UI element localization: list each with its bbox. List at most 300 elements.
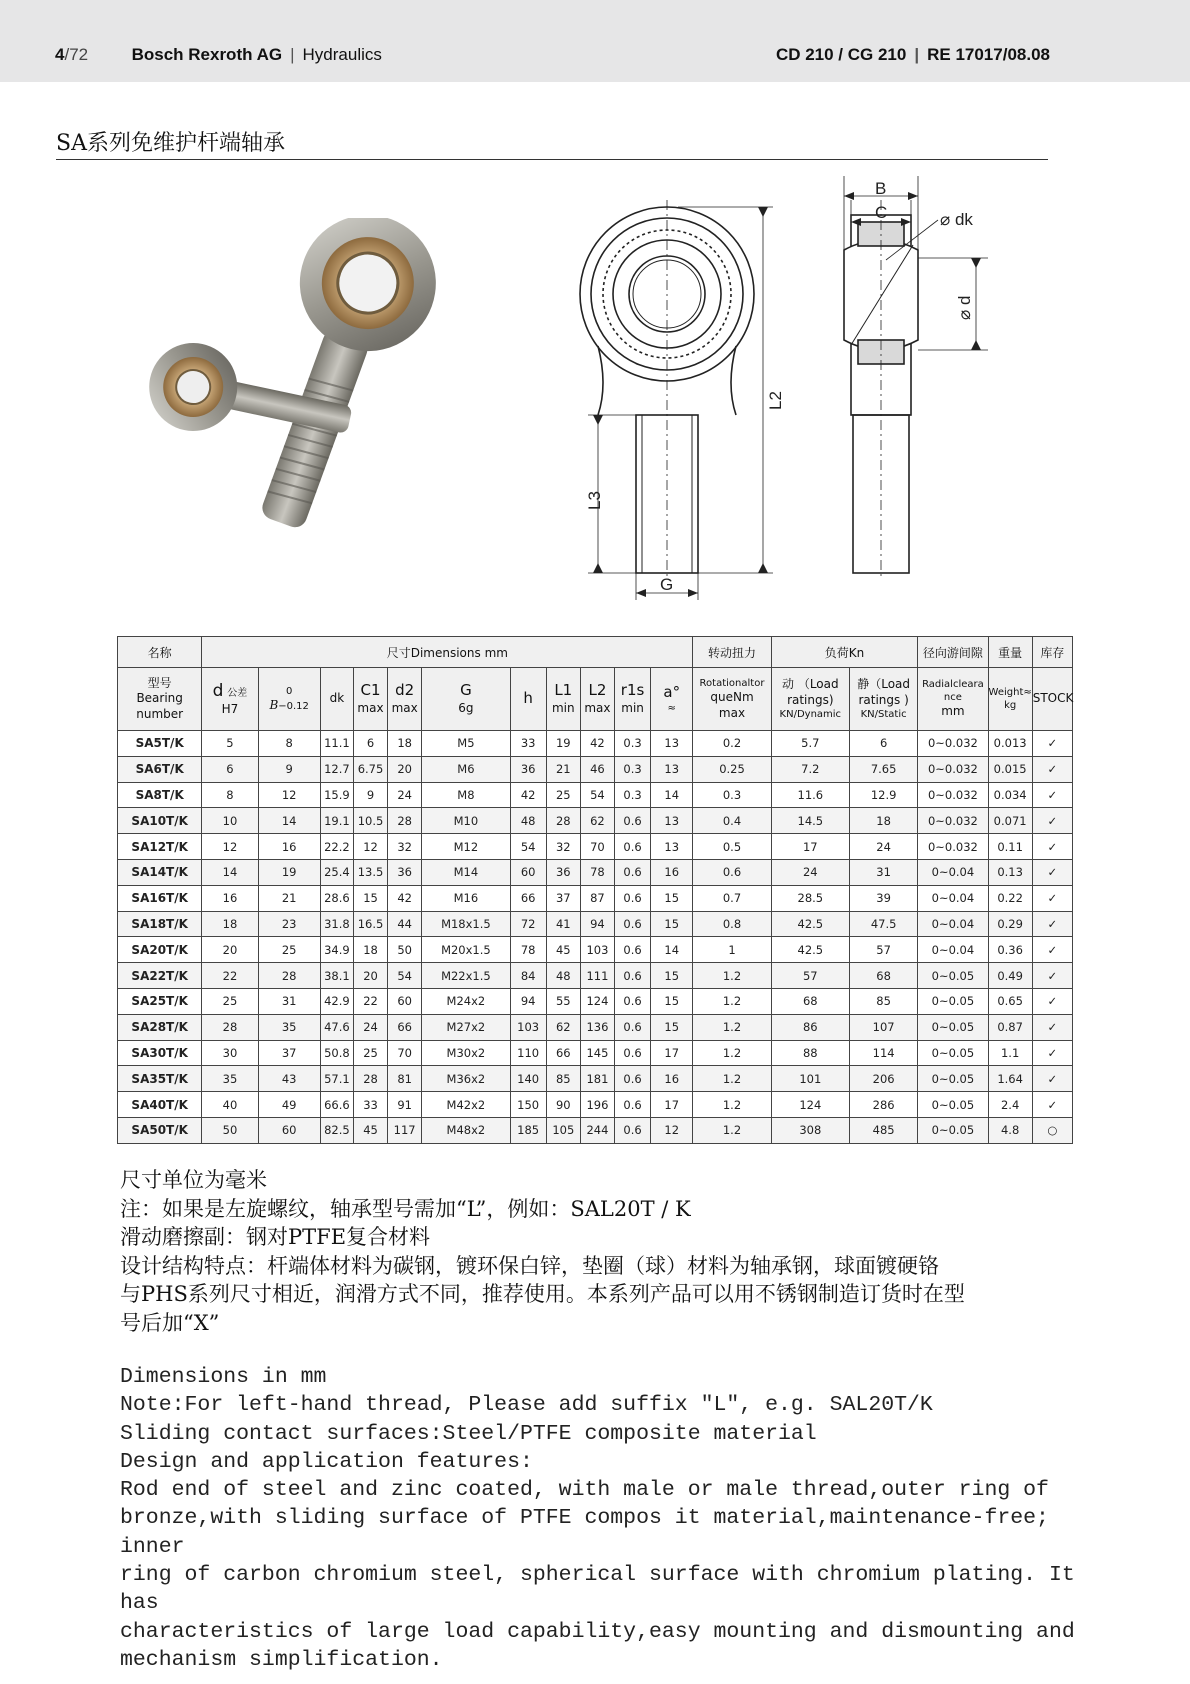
col-header-C1-symbol: C1 [360,681,381,700]
model-cell: SA22T/K [118,963,202,989]
table-row [118,911,1073,937]
table-cell: 54 [388,963,422,989]
col-header-B-upper: 0 [286,685,293,697]
table-cell: 1.64 [988,1066,1032,1092]
doc-code: RE 17017/08.08 [927,45,1050,64]
table-cell: 18 [353,937,387,963]
table-cell: 45 [353,1117,387,1143]
col-header-r1s-limit: min [621,700,644,715]
table-cell: 0~0.032 [918,834,988,860]
table-cell: 0.7 [693,885,771,911]
table-cell: 0.8 [693,911,771,937]
header-right [776,45,1050,65]
table-cell: 0.3 [615,782,651,808]
table-cell: 16 [651,859,693,885]
table-cell: 9 [353,782,387,808]
table-cell: 42 [388,885,422,911]
table-cell: 105 [546,1117,580,1143]
table-cell: 0.13 [988,859,1032,885]
col-header-weight-line: Weight≈ [988,687,1032,698]
table-cell: 0.6 [615,1092,651,1118]
col-header-L2 [580,668,614,731]
table-cell: 17 [651,1092,693,1118]
table-cell: 84 [510,963,546,989]
table-cell: 37 [546,885,580,911]
table-cell: 185 [510,1117,546,1143]
col-header-r1s [615,668,651,731]
table-cell: 0.6 [615,937,651,963]
table-cell: 6.75 [353,756,387,782]
col-header-d2-symbol: d2 [395,681,415,700]
table-cell: 136 [580,1014,614,1040]
note-line-cn: 注：如果是左旋螺纹，轴承型号需加“L”，例如：SAL20T / K [120,1196,691,1221]
table-cell: M27x2 [422,1014,510,1040]
table-cell: 244 [580,1117,614,1143]
note-line-cn: 号后加“X” [120,1310,220,1335]
table-cell: 13 [651,731,693,757]
col-header-G-symbol: G [460,681,472,700]
table-cell: 60 [388,988,422,1014]
table-cell: 57.1 [320,1066,353,1092]
note-line-en: Dimensions in mm [120,1365,327,1389]
table-cell: M20x1.5 [422,937,510,963]
table-cell: 30 [202,1040,258,1066]
model-cell: SA20T/K [118,937,202,963]
table-cell: ✓ [1032,963,1072,989]
col-header-B [258,668,320,731]
table-cell: 25 [546,782,580,808]
note-line-en: ring of carbon chromium steel, spherical surface with chromium plating. It has [120,1563,1088,1616]
table-cell: 54 [580,782,614,808]
table-cell: 25 [258,937,320,963]
table-cell: 42.5 [771,937,849,963]
table-cell: 12 [258,782,320,808]
table-cell: 87 [580,885,614,911]
table-row [118,782,1073,808]
table-cell: 31 [258,988,320,1014]
label-d: ⌀ d [955,295,974,320]
table-cell: 13.5 [353,859,387,885]
col-header-static-line: ratings ) [858,692,909,707]
table-cell: 101 [771,1066,849,1092]
model-cell: SA16T/K [118,885,202,911]
table-cell: 42 [510,782,546,808]
group-header-torque: 转动扭力 [693,637,771,668]
table-cell: M6 [422,756,510,782]
table-cell: ○ [1032,1117,1072,1143]
table-cell: 62 [546,1014,580,1040]
model-cell: SA14T/K [118,859,202,885]
table-cell: 16 [258,834,320,860]
table-cell: 32 [546,834,580,860]
group-header-dims: 尺寸Dimensions mm [202,637,693,668]
table-cell: 68 [849,963,917,989]
table-cell: M10 [422,808,510,834]
col-header-dynamic-line: 动 （Load [782,676,839,691]
table-cell: 0.49 [988,963,1032,989]
table-cell: 196 [580,1092,614,1118]
note-line-en: Note:For left-hand thread, Please add suffix ″L″, e.g. SAL20T/K [120,1393,933,1418]
col-header-B-symbol: B [269,697,279,712]
table-cell: 35 [258,1014,320,1040]
header-separator: | [290,45,295,64]
table-cell: 41 [546,911,580,937]
product-photo [138,218,458,548]
table-cell: 15 [651,911,693,937]
table-cell: 110 [510,1040,546,1066]
table-cell: 13 [651,808,693,834]
table-cell: 6 [353,731,387,757]
table-cell: 14 [258,808,320,834]
table-cell: 66.6 [320,1092,353,1118]
group-header-name: 名称 [118,637,202,668]
header-left [55,45,382,65]
table-cell: 0.22 [988,885,1032,911]
table-cell: 22.2 [320,834,353,860]
col-header-static-line: 静（Load [857,676,911,691]
table-cell: 82.5 [320,1117,353,1143]
table-cell: 1.2 [693,1040,771,1066]
col-header-L1 [546,668,580,731]
table-cell: 12.9 [849,782,917,808]
table-cell: M30x2 [422,1040,510,1066]
table-cell: 0.3 [615,731,651,757]
table-cell: ✓ [1032,937,1072,963]
label-L2: L2 [766,391,785,410]
col-header-C1-limit: max [357,700,384,715]
table-cell: 5 [202,731,258,757]
table-row [118,731,1073,757]
table-cell: 107 [849,1014,917,1040]
table-cell: 20 [388,756,422,782]
col-header-stock: STOCK [1032,668,1072,731]
table-cell: 31 [849,859,917,885]
table-cell: 0~0.04 [918,937,988,963]
table-cell: 47.6 [320,1014,353,1040]
table-row [118,1040,1073,1066]
table-cell: 0.6 [615,808,651,834]
table-cell: 0.4 [693,808,771,834]
table-row [118,1117,1073,1143]
table-cell: ✓ [1032,731,1072,757]
table-cell: 10.5 [353,808,387,834]
col-header-G [422,668,510,731]
table-cell: 0~0.05 [918,963,988,989]
col-header-L1-symbol: L1 [554,681,573,700]
table-cell: M36x2 [422,1066,510,1092]
table-cell: M42x2 [422,1092,510,1118]
table-cell: 0~0.05 [918,1066,988,1092]
table-cell: 0.5 [693,834,771,860]
col-header-clearance-line: Radialcleara [922,679,984,691]
table-cell: 16 [202,885,258,911]
table-cell: 70 [388,1040,422,1066]
col-header-model-line: 型号 [147,675,172,690]
table-cell: 0~0.032 [918,782,988,808]
table-cell: 44 [388,911,422,937]
technical-drawing [568,170,1028,610]
col-header-d2-limit: max [391,700,418,715]
table-cell: 19 [258,859,320,885]
table-cell: 181 [580,1066,614,1092]
col-header-torque-line: queNm [710,689,754,704]
label-G: G [660,575,674,594]
table-cell: 24 [353,1014,387,1040]
table-cell: 0.6 [615,885,651,911]
table-cell: 6 [202,756,258,782]
notes-chinese [120,1166,1060,1337]
table-cell: 7.65 [849,756,917,782]
table-cell: M24x2 [422,988,510,1014]
model-cell: SA25T/K [118,988,202,1014]
table-cell: 103 [580,937,614,963]
table-cell: 66 [546,1040,580,1066]
table-cell: ✓ [1032,911,1072,937]
note-line-cn: 设计结构特点：杆端体材料为碳钢，镀环保白锌，垫圈（球）材料为轴承钢，球面镀硬铬 [120,1253,939,1278]
table-cell: 21 [546,756,580,782]
table-cell: 28 [546,808,580,834]
table-cell: ✓ [1032,1092,1072,1118]
col-header-model-line: number [136,706,184,721]
table-cell: M14 [422,859,510,885]
table-cell: 0.25 [693,756,771,782]
table-cell: 86 [771,1014,849,1040]
table-cell: 0.3 [615,756,651,782]
col-header-static-line: KN/Static [860,709,907,721]
table-cell: 1.2 [693,988,771,1014]
table-cell: 22 [202,963,258,989]
col-header-d-tol: 公差 [227,688,248,700]
table-cell: 0.034 [988,782,1032,808]
col-header-dynamic [771,668,849,731]
table-cell: 0.013 [988,731,1032,757]
table-row [118,859,1073,885]
table-cell: 28 [202,1014,258,1040]
table-cell: 62 [580,808,614,834]
table-cell: 14 [651,782,693,808]
table-cell: 91 [388,1092,422,1118]
table-cell: 28 [388,808,422,834]
table-row [118,937,1073,963]
table-row [118,963,1073,989]
group-header-stock: 库存 [1032,637,1072,668]
table-cell: 24 [388,782,422,808]
table-cell: 7.2 [771,756,849,782]
table-cell: M12 [422,834,510,860]
col-header-d-symbol: d [212,681,224,702]
model-cell: SA5T/K [118,731,202,757]
table-cell: 37 [258,1040,320,1066]
model-cell: SA40T/K [118,1092,202,1118]
table-cell: ✓ [1032,988,1072,1014]
table-cell: 42.5 [771,911,849,937]
table-cell: 308 [771,1117,849,1143]
table-cell: 33 [353,1092,387,1118]
table-cell: 22 [353,988,387,1014]
table-column-header-row [118,668,1073,731]
table-cell: 0~0.05 [918,1014,988,1040]
table-cell: 33 [510,731,546,757]
table-cell: 286 [849,1092,917,1118]
table-cell: ✓ [1032,808,1072,834]
table-cell: 9 [258,756,320,782]
table-cell: 50 [388,937,422,963]
table-cell: 32 [388,834,422,860]
table-cell: 0.6 [615,834,651,860]
table-cell: 12 [651,1117,693,1143]
table-cell: 15 [651,963,693,989]
table-cell: 0~0.04 [918,885,988,911]
doc-ref: CD 210 / CG 210 [775,45,907,64]
note-line-cn: 与PHS系列尺寸相近，润滑方式不同，推荐使用。本系列产品可以用不锈钢制造订货时在型 [120,1282,965,1306]
table-cell: 50.8 [320,1040,353,1066]
table-cell: 0~0.04 [918,859,988,885]
table-cell: 42 [580,731,614,757]
table-cell: 124 [580,988,614,1014]
table-row [118,808,1073,834]
table-row [118,885,1073,911]
label-d-text: d [955,295,974,306]
table-cell: 15 [651,988,693,1014]
table-cell: 24 [771,859,849,885]
group-header-load: 负荷Kn [771,637,918,668]
table-cell: 12 [202,834,258,860]
label-L3: L3 [585,491,604,510]
table-cell: 15 [651,1014,693,1040]
table-cell: ✓ [1032,756,1072,782]
table-cell: 17 [651,1040,693,1066]
table-cell: 1.2 [693,1066,771,1092]
table-cell: 0.6 [615,963,651,989]
table-cell: 0~0.032 [918,756,988,782]
col-header-d2 [388,668,422,731]
model-cell: SA35T/K [118,1066,202,1092]
table-cell: M22x1.5 [422,963,510,989]
table-cell: 60 [510,859,546,885]
notes-english [120,1363,1088,1674]
table-cell: 140 [510,1066,546,1092]
table-cell: 78 [510,937,546,963]
table-cell: 57 [849,937,917,963]
model-cell: SA10T/K [118,808,202,834]
table-cell: 0~0.032 [918,731,988,757]
table-cell: 48 [510,808,546,834]
table-cell: 0.2 [693,731,771,757]
table-cell: 14.5 [771,808,849,834]
col-header-torque [693,668,771,731]
table-cell: M8 [422,782,510,808]
note-line-en: mechanism simplification. [120,1647,443,1672]
label-B: B [875,179,887,198]
table-cell: 38.1 [320,963,353,989]
page-total: /72 [64,45,89,64]
col-header-a-symbol: a° [663,682,681,701]
table-cell: 66 [510,885,546,911]
table-row [118,1092,1073,1118]
note-line-cn: 尺寸单位为毫米 [120,1168,267,1192]
table-cell: M5 [422,731,510,757]
model-cell: SA50T/K [118,1117,202,1143]
table-cell: 485 [849,1117,917,1143]
table-cell: 31.8 [320,911,353,937]
table-cell: 28.6 [320,885,353,911]
table-cell: 1.2 [693,1117,771,1143]
table-cell: 11.6 [771,782,849,808]
table-cell: 0.6 [615,988,651,1014]
table-cell: 25 [202,988,258,1014]
label-dk: ⌀ dk [940,210,973,229]
table-cell: 19.1 [320,808,353,834]
label-C: C [875,203,888,222]
table-cell: 66 [388,1014,422,1040]
table-cell: 114 [849,1040,917,1066]
note-line-en: Design and application features: [120,1449,533,1474]
table-cell: 19 [546,731,580,757]
table-cell: ✓ [1032,885,1072,911]
table-cell: 4.8 [988,1117,1032,1143]
table-cell: 145 [580,1040,614,1066]
col-header-L2-limit: max [584,700,611,715]
table-cell: 12 [353,834,387,860]
table-cell: 10 [202,808,258,834]
table-cell: 0.015 [988,756,1032,782]
col-header-d-fit: H7 [221,702,239,717]
model-cell: SA28T/K [118,1014,202,1040]
table-cell: 0.6 [615,1014,651,1040]
table-cell: 36 [510,756,546,782]
header-separator: | [914,45,920,64]
table-cell: 2.4 [988,1092,1032,1118]
table-cell: 49 [258,1092,320,1118]
table-cell: 28.5 [771,885,849,911]
table-cell: 68 [771,988,849,1014]
company-name: Bosch Rexroth AG [131,45,283,64]
col-header-G-class: 6g [458,700,474,715]
group-header-clearance: 径向游间隙 [918,637,988,668]
table-cell: 85 [849,988,917,1014]
table-cell: 5.7 [771,731,849,757]
table-cell: 16 [651,1066,693,1092]
table-cell: 8 [258,731,320,757]
table-cell: 90 [546,1092,580,1118]
table-cell: 28 [353,1066,387,1092]
table-cell: 12.7 [320,756,353,782]
note-line-cn: 滑动磨擦副：钢对PTFE复合材料 [120,1225,431,1249]
table-row [118,988,1073,1014]
note-line-en: bronze,with sliding surface of PTFE compos it material,maintenance-free; inner [120,1506,1062,1559]
spec-table [117,636,1073,1144]
table-cell: M18x1.5 [422,911,510,937]
table-cell: 20 [202,937,258,963]
table-cell: 0~0.05 [918,1092,988,1118]
table-cell: 17 [771,834,849,860]
col-header-torque-line: max [718,705,746,720]
table-cell: M16 [422,885,510,911]
model-cell: SA30T/K [118,1040,202,1066]
table-cell: 43 [258,1066,320,1092]
table-cell: 88 [771,1040,849,1066]
table-cell: 0.6 [615,859,651,885]
col-header-torque-line: Rotationaltor [699,677,765,689]
table-cell: 0.3 [693,782,771,808]
note-line-en: characteristics of large load capability,easy mounting and dismounting and [120,1619,1075,1644]
table-cell: 81 [388,1066,422,1092]
table-row [118,1014,1073,1040]
col-header-d [202,668,258,731]
table-cell: 47.5 [849,911,917,937]
table-cell: 111 [580,963,614,989]
note-line-en: Sliding contact surfaces:Steel/PTFE composite material [120,1421,817,1446]
